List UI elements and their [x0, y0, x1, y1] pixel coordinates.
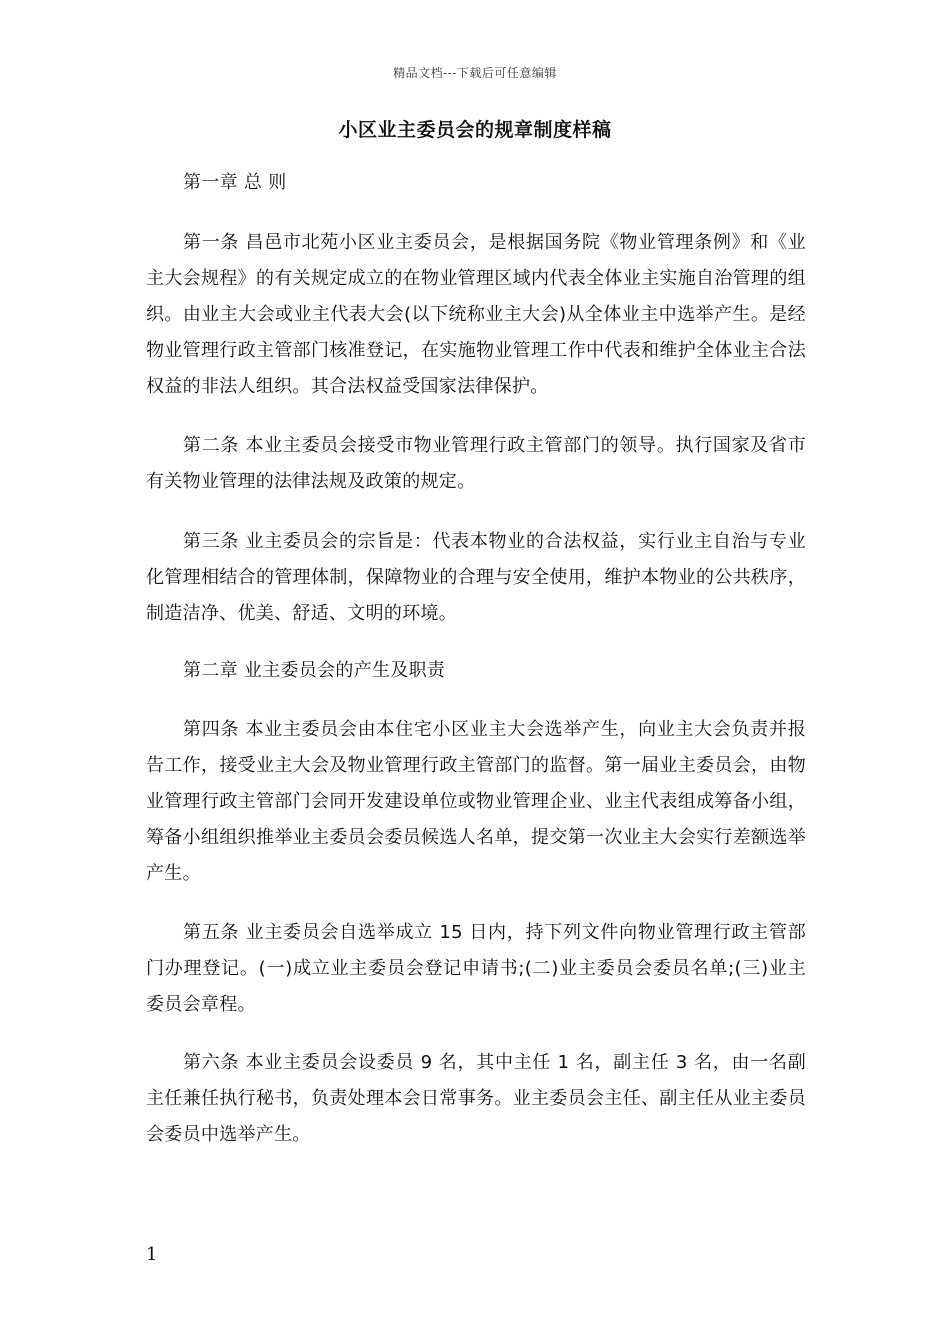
article-5: 第五条 业主委员会自选举成立 15 日内，持下列文件向物业管理行政主管部门办理登记。(一)成立业主委员会登记申请书;(二)业主委员会委员名单;(三)业主委员会章程。: [146, 922, 806, 1015]
chapter-heading-2: 第二章 业主委员会的产生及职责: [183, 660, 446, 681]
article-2: 第二条 本业主委员会接受市物业管理行政主管部门的领导。执行国家及省市有关物业管理的法律法规及政策的规定。: [146, 435, 806, 492]
article-6: 第六条 本业主委员会设委员 9 名，其中主任 1 名，副主任 3 名，由一名副主任兼任执行秘书，负责处理本会日常事务。业主委员会主任、副主任从业主委员会委员中选举产生。: [146, 1052, 806, 1145]
article-1: 第一条 昌邑市北苑小区业主委员会，是根据国务院《物业管理条例》和《业主大会规程》的有关规定成立的在物业管理区域内代表全体业主实施自治管理的组织。由业主大会或业主代表大会(以下统称业主大会)从全体业主中选举产生。是经物业管理行政主管部门核准登记，在实施物业管理工作中代表和维护全体业主合法权益的非法人组织。其合法权益受国家法律保护。: [146, 232, 806, 397]
document-title: 小区业主委员会的规章制度样稿: [338, 119, 612, 141]
article-4: 第四条 本业主委员会由本住宅小区业主大会选举产生，向业主大会负责并报告工作，接受业主大会及物业管理行政主管部门的监督。第一届业主委员会，由物业管理行政主管部门会同开发建设单位或物业管理企业、业主代表组成筹备小组，筹备小组组织推举业主委员会委员候选人名单，提交第一次业主大会实行差额选举产生。: [146, 719, 806, 884]
article-3: 第三条 业主委员会的宗旨是：代表本物业的合法权益，实行业主自治与专业化管理相结合的管理体制，保障物业的合理与安全使用，维护本物业的公共秩序，制造洁净、优美、舒适、文明的环境。: [146, 531, 806, 624]
page-header: 精品文档---下载后可任意编辑: [393, 66, 557, 80]
chapter-heading-1: 第一章 总 则: [183, 172, 287, 193]
page-number: 1: [146, 1244, 158, 1265]
